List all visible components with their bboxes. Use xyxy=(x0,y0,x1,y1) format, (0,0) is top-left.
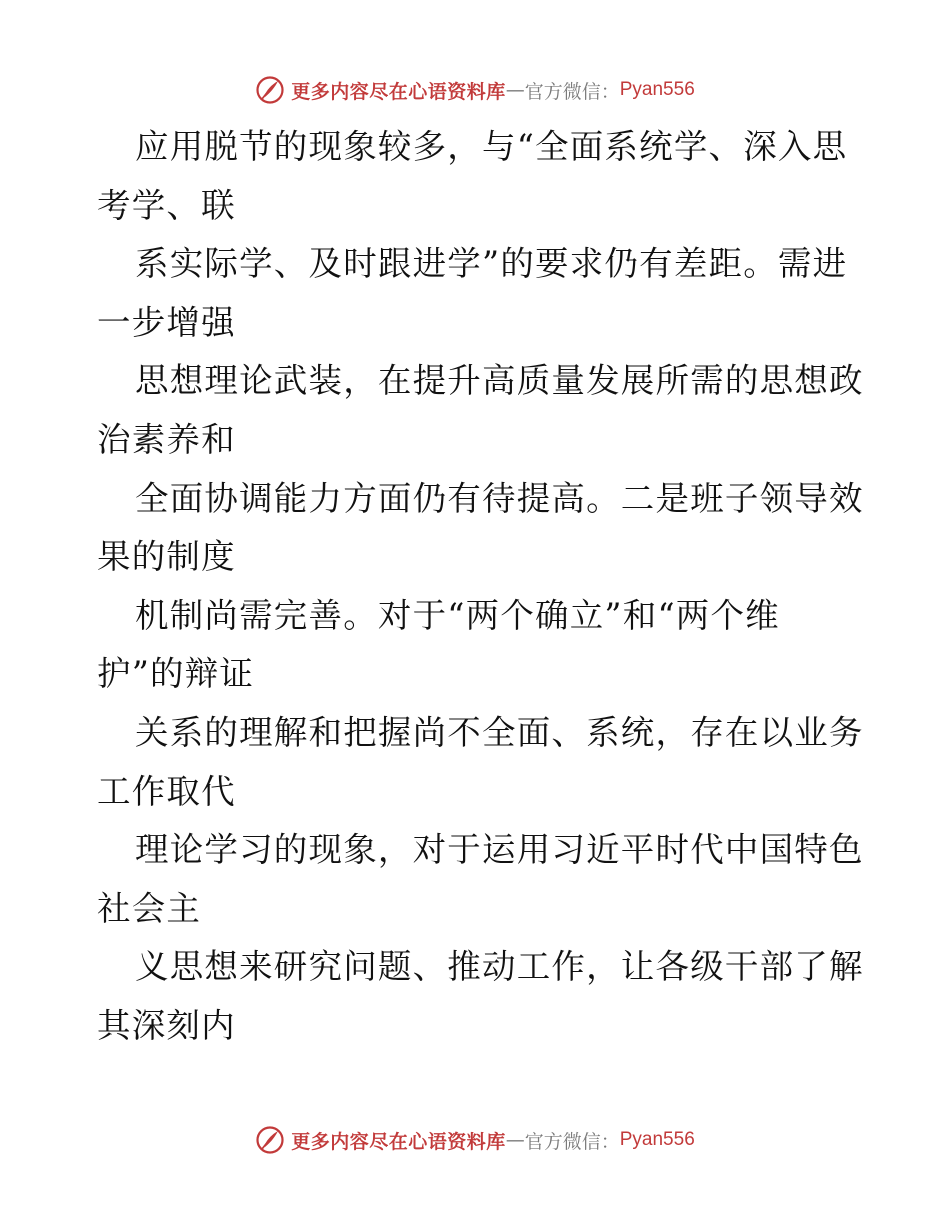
feather-pen-logo-icon xyxy=(255,1125,285,1155)
body-line: 义思想来研究问题、推动工作，让各级干部了解 xyxy=(135,947,864,987)
header-separator: — xyxy=(505,79,525,101)
header-watermark xyxy=(0,70,950,110)
body-line: 果的制度 xyxy=(97,537,236,577)
header-wechat-label: 官方微信： xyxy=(524,80,620,103)
body-line: 工作取代 xyxy=(97,771,236,811)
body-line: 考学、联 xyxy=(97,185,236,225)
footer-separator: — xyxy=(505,1129,525,1151)
body-line: 关系的理解和把握尚不全面、系统，存在以业务 xyxy=(135,712,864,752)
body-line: 机制尚需完善。对于“两个确立”和“两个维 xyxy=(135,595,780,635)
footer-wechat-label: 官方微信： xyxy=(524,1130,620,1153)
body-line: 思想理论武装，在提升高质量发展所需的思想政 xyxy=(135,361,864,401)
body-line: 社会主 xyxy=(97,888,202,928)
body-line: 一步增强 xyxy=(97,302,236,342)
body-line: 全面协调能力方面仍有待提高。二是班子领导效 xyxy=(135,478,864,518)
body-line: 理论学习的现象，对于运用习近平时代中国特色 xyxy=(135,830,864,870)
footer-wechat-id: Pyan556 xyxy=(619,1129,695,1150)
body-line: 系实际学、及时跟进学”的要求仍有差距。需进 xyxy=(135,244,848,284)
document-body xyxy=(97,118,864,1056)
body-line: 其深刻内 xyxy=(97,1005,236,1045)
body-line: 治素养和 xyxy=(97,419,236,459)
header-wechat-id: Pyan556 xyxy=(619,79,695,100)
body-line: 应用脱节的现象较多，与“全面系统学、深入思 xyxy=(135,127,848,166)
header-brand-text: 更多内容尽在心语资料库 xyxy=(291,80,506,103)
body-line: 护”的辩证 xyxy=(97,654,255,694)
footer-watermark xyxy=(0,1120,950,1160)
footer-brand-text: 更多内容尽在心语资料库 xyxy=(291,1130,506,1153)
feather-pen-logo-icon xyxy=(255,75,285,105)
